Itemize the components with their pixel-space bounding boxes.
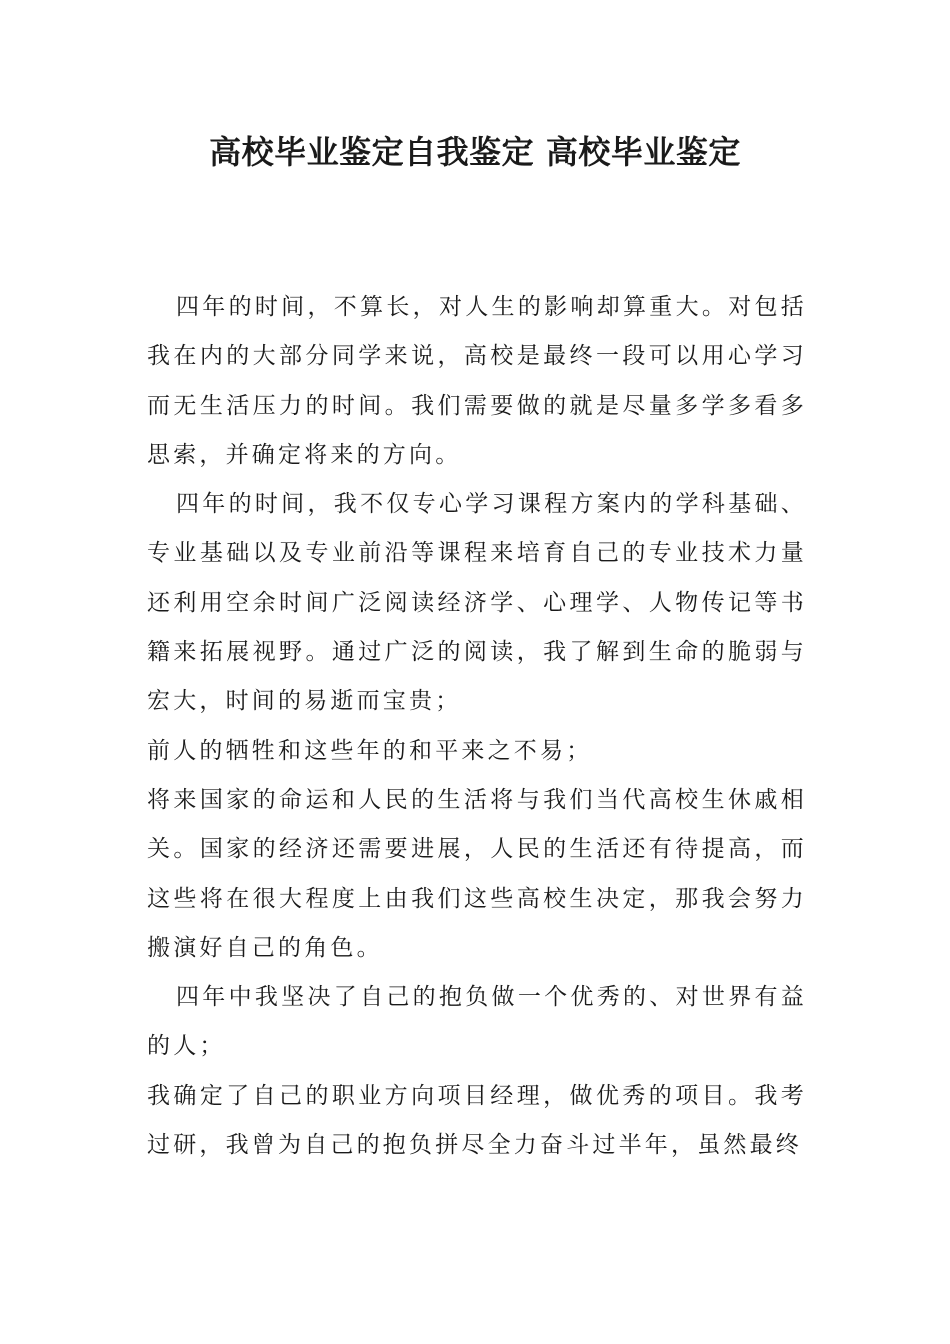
paragraph: 四年中我坚决了自己的抱负做一个优秀的、对世界有益的人； [147,984,807,1060]
paragraph: 我确定了自己的职业方向项目经理，做优秀的项目。我考过研，我曾为自己的抱负拼尽全力奋斗过半年，虽然最终 [147,1082,807,1159]
document-title: 高校毕业鉴定自我鉴定 高校毕业鉴定 [209,133,741,171]
paragraph: 将来国家的命运和人民的生活将与我们当代高校生休戚相关。国家的经济还需要进展，人民的生活还有待提高，而这些将在很大程度上由我们这些高校生决定，那我会努力搬演好自己的角色。 [147,786,807,961]
paragraph: 四年的时间，不算长，对人生的影响却算重大。对包括我在内的大部分同学来说，高校是最终一段可以用心学习而无生活压力的时间。我们需要做的就是尽量多学多看多思索，并确定将来的方向。 [147,294,807,468]
document-body [147,283,807,1170]
paragraph: 四年的时间，我不仅专心学习课程方案内的学科基础、专业基础以及专业前沿等课程来培育自己的专业技术力量还利用空余时间广泛阅读经济学、心理学、人物传记等书籍来拓展视野。通过广泛的阅读，我了解到生命的脆弱与宏大，时间的易逝而宝贵； [147,491,807,715]
paragraph: 前人的牺牲和这些年的和平来之不易； [147,737,593,764]
